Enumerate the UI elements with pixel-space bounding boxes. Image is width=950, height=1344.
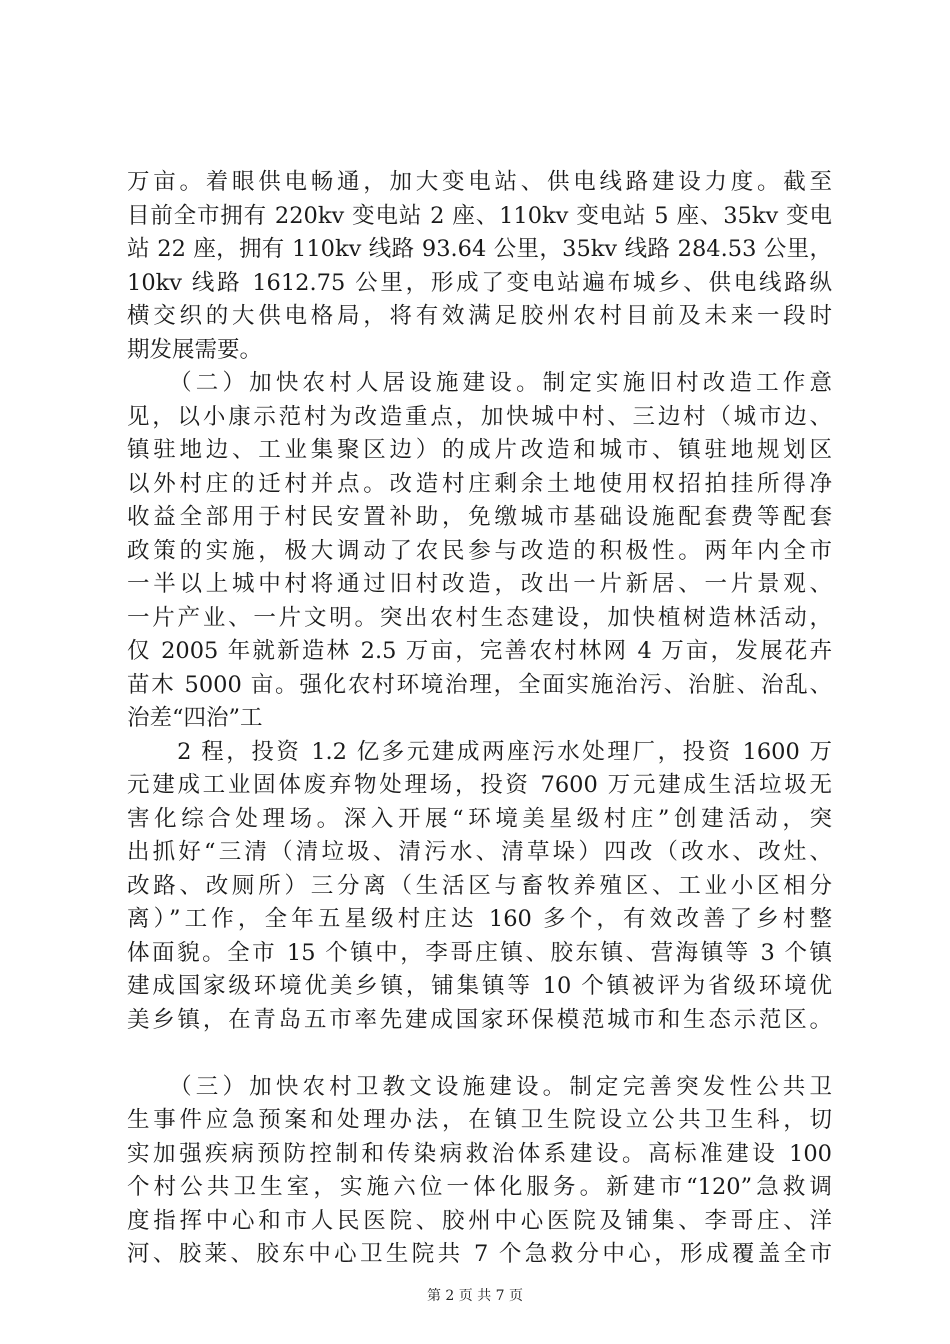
text-line: 治差“四治”工	[127, 705, 263, 731]
text-line: （二）加快农村人居设施建设。制定实施旧村改造工作意	[127, 370, 832, 396]
document-body	[127, 166, 832, 1272]
text-line: 元建成工业固体废弃物处理场，投资 7600 万元建成生活垃圾无	[127, 772, 832, 798]
text-line: 2 程，投资 1.2 亿多元建成两座污水处理厂，投资 1600 万	[127, 738, 832, 765]
text-line: 镇驻地边、工业集聚区边）的成片改造和城市、镇驻地规划区	[127, 437, 832, 463]
text-line: 体面貌。全市 15 个镇中，李哥庄镇、胶东镇、营海镇等 3 个镇	[127, 939, 832, 966]
text-line: 改路、改厕所）三分离（生活区与畜牧养殖区、工业小区相分	[127, 872, 832, 899]
text-line: 仅 2005 年就新造林 2.5 万亩，完善农村林网 4 万亩，发展花卉	[127, 638, 832, 664]
page-number-footer: 第 2 页 共 7 页	[426, 1288, 524, 1304]
text-line: 生事件应急预案和处理办法，在镇卫生院设立公共卫生科，切	[127, 1107, 832, 1133]
text-line: 河、胶莱、胶东中心卫生院共 7 个急救分中心，形成覆盖全市	[127, 1241, 832, 1267]
text-line: 度指挥中心和市人民医院、胶州中心医院及铺集、李哥庄、洋	[127, 1207, 832, 1234]
text-line: 一片产业、一片文明。突出农村生态建设，加快植树造林活动，	[127, 604, 832, 631]
text-line: 10kv 线路 1612.75 公里，形成了变电站遍布城乡、供电线路纵	[127, 269, 832, 296]
text-line: 害化综合处理场。深入开展“环境美星级村庄”创建活动，突	[127, 805, 832, 832]
text-line: 见，以小康示范村为改造重点，加快城中村、三边村（城市边、	[127, 403, 832, 430]
text-line: 一半以上城中村将通过旧村改造，改出一片新居、一片景观、	[127, 571, 832, 597]
text-line: 横交织的大供电格局，将有效满足胶州农村目前及未来一段时	[127, 303, 832, 329]
text-line: 政策的实施，极大调动了农民参与改造的积极性。两年内全市	[127, 537, 832, 564]
text-line: 收益全部用于村民安置补助，免缴城市基础设施配套费等配套	[127, 504, 832, 530]
text-line: （三）加快农村卫教文设施建设。制定完善突发性公共卫	[127, 1073, 832, 1100]
text-line: 建成国家级环境优美乡镇，铺集镇等 10 个镇被评为省级环境优	[127, 973, 832, 999]
text-line: 目前全市拥有 220kv 变电站 2 座、110kv 变电站 5 座、35kv 变电	[127, 202, 832, 229]
text-line: 苗木 5000 亩。强化农村环境治理，全面实施治污、治脏、治乱、	[127, 671, 832, 698]
text-line: 出抓好“三清（清垃圾、清污水、清草垛）四改（改水、改灶、	[127, 839, 832, 865]
text-line: 离）”工作，全年五星级村庄达 160 多个，有效改善了乡村整	[127, 906, 832, 932]
text-line: 实加强疾病预防控制和传染病救治体系建设。高标准建设 100	[127, 1140, 832, 1167]
paragraph-gap	[127, 1037, 832, 1071]
text-line: 期发展需要。	[127, 336, 263, 363]
text-line: 美乡镇，在青岛五市率先建成国家环保模范城市和生态示范区。	[127, 1006, 832, 1033]
text-line: 万亩。着眼供电畅通，加大变电站、供电线路建设力度。截至	[127, 169, 832, 195]
text-line: 个村公共卫生室，实施六位一体化服务。新建市“120”急救调	[127, 1174, 832, 1200]
text-line: 站 22 座，拥有 110kv 线路 93.64 公里，35kv 线路 284.53 公里，	[127, 236, 832, 262]
text-line: 以外村庄的迁村并点。改造村庄剩余土地使用权招拍挂所得净	[127, 470, 832, 497]
